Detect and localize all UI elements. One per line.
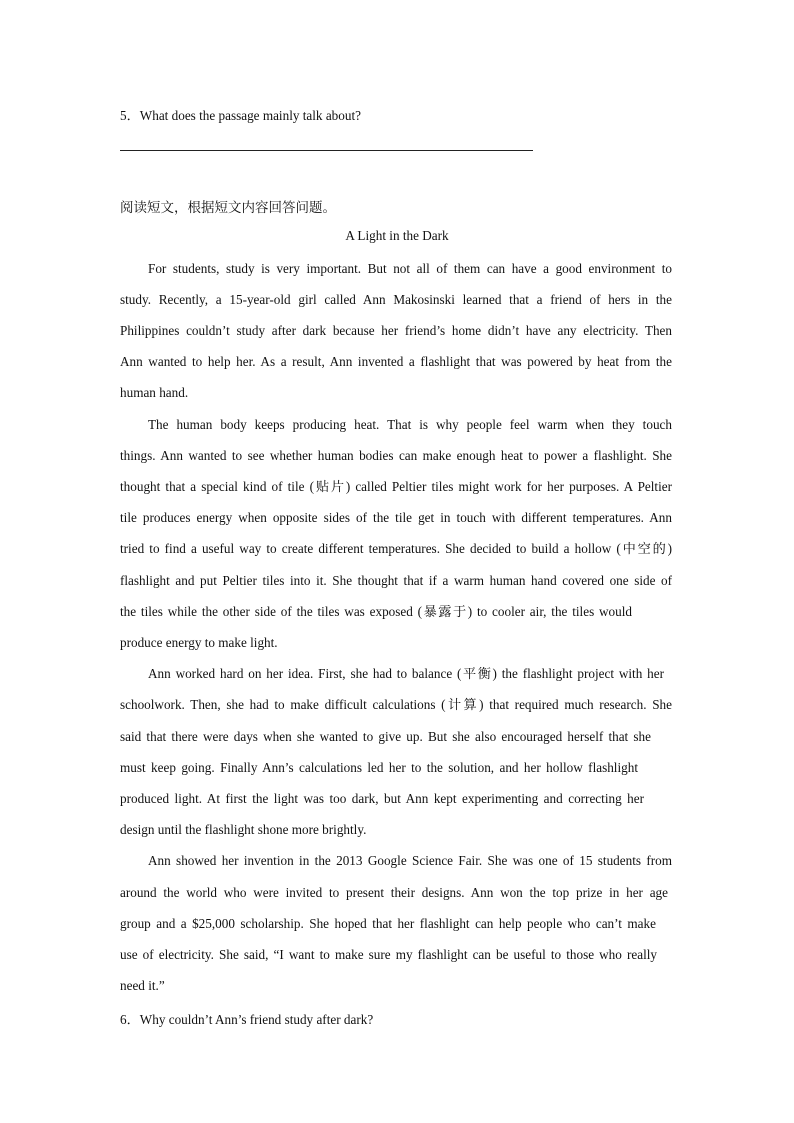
passage-line: design until the flashlight shone more brightly. [120,822,367,837]
passage-line: Ann wanted to help her. As a result, Ann invented a flashlight that was powered by heat from the [120,354,672,369]
passage-line: must keep going. Finally Ann’s calculations led her to the solution, and her hollow flashlight [120,760,638,775]
passage-title: A Light in the Dark [345,228,449,243]
passage-line: use of electricity. She said, “I want to make sure my flashlight can be useful to those who really [120,947,657,962]
passage-line: things. Ann wanted to see whether human bodies can make enough heat to power a flashlight. She [120,448,672,463]
passage-line: The human body keeps producing heat. That is why people feel warm when they touch [148,417,672,432]
reading-instruction: 阅读短文，根据短文内容回答问题。 [120,200,336,215]
passage-line: tried to find a useful way to create different temperatures. She decided to build a hollow (中空的) [120,541,672,556]
passage-line: produce energy to make light. [120,635,278,650]
question-6: 6．Why couldn’t Ann’s friend study after dark? [120,1012,374,1027]
passage-line: human hand. [120,385,189,400]
passage-line: Ann showed her invention in the 2013 Google Science Fair. She was one of 15 students from [148,853,672,868]
passage-line: Ann worked hard on her idea. First, she had to balance (平衡) the flashlight project with her [148,666,664,681]
passage-line: tile produces energy when opposite sides of the tile get in touch with different temperatures. Ann [120,510,672,525]
passage-line: Philippines couldn’t study after dark because her friend’s home didn’t have any electricity. Then [120,323,672,338]
passage-line: produced light. At first the light was too dark, but Ann kept experimenting and correcting her [120,791,644,806]
answer-line-5[interactable] [120,150,533,151]
passage-line: the tiles while the other side of the tiles was exposed (暴露于) to cooler air, the tiles would [120,604,632,619]
passage-line: need it.” [120,978,165,993]
passage-line: For students, study is very important. But not all of them can have a good environment to [148,261,672,276]
passage-line: around the world who were invited to present their designs. Ann won the top prize in her age [120,885,668,900]
passage-line: flashlight and put Peltier tiles into it. She thought that if a warm human hand covered one side of [120,573,672,588]
question-5: 5．What does the passage mainly talk about? [120,108,361,123]
passage-line: group and a $25,000 scholarship. She hoped that her flashlight can help people who can’t make [120,916,656,931]
passage-line: schoolwork. Then, she had to make difficult calculations (计算) that required much research. She [120,697,672,712]
passage-line: thought that a special kind of tile (贴片) called Peltier tiles might work for her purposes. A Peltier [120,479,672,494]
passage-line: study. Recently, a 15-year-old girl called Ann Makosinski learned that a friend of hers in the [120,292,672,307]
passage-line: said that there were days when she wanted to give up. But she also encouraged herself that she [120,729,651,744]
